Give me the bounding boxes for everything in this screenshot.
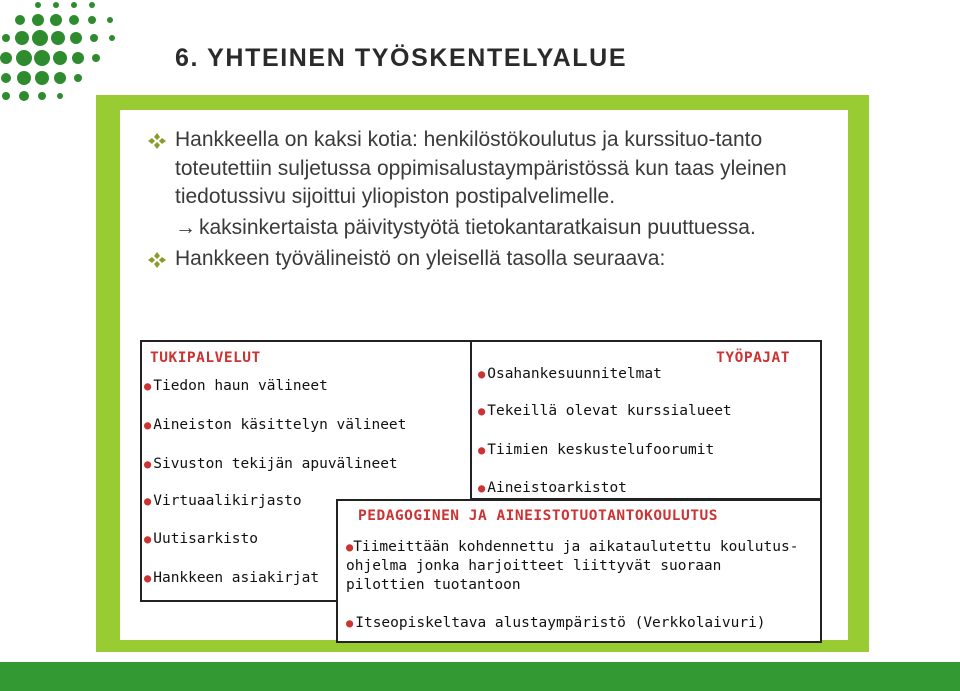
tyopajat-box — [472, 340, 822, 500]
list-item: ● Uutisarkisto — [144, 531, 258, 547]
list-item: ● Virtuaalikirjasto — [144, 493, 302, 509]
bullet-item — [175, 245, 825, 274]
list-item: ● Osahankesuunnitelmat — [478, 366, 662, 382]
tukipalvelut-header: TUKIPALVELUT — [150, 350, 261, 366]
pedagoginen-box — [336, 499, 822, 643]
list-item: ● Tekeillä olevat kurssialueet — [478, 403, 732, 419]
pedagoginen-header: PEDAGOGINEN JA AINEISTOTUOTANTOKOULUTUS — [358, 508, 718, 524]
list-item: ● Tiedon haun välineet — [144, 378, 328, 394]
bullet-text: kaksinkertaista päivitystyötä tietokantaratkaisun puuttuessa. — [199, 215, 756, 239]
list-item: ● Aineiston käsittelyn välineet — [144, 417, 407, 433]
bullet-item — [175, 214, 825, 243]
tyopajat-header: TYÖPAJAT — [716, 350, 790, 366]
list-item: ● Itseopiskeltava alustaympäristö (Verkkolaivuri) — [346, 615, 766, 631]
page-title: 6. YHTEINEN TYÖSKENTELYALUE — [175, 44, 628, 72]
bullet-text: Hankkeella on kaksi kotia: henkilöstökoulutus ja kurssituo-tanto toteutettiin suljetussa oppimisalustaympäristössä kun taas yleinen tiedotussivu sijoittui yliopiston postipalvelimelle. — [175, 128, 787, 208]
diamond-bullet-icon — [147, 132, 167, 150]
list-item: ● Hankkeen asiakirjat — [144, 570, 320, 586]
list-item: ● Tiimien keskustelufoorumit — [478, 442, 715, 458]
bullet-text: Hankkeen työvälineistö on yleisellä tasolla seuraava: — [175, 247, 666, 270]
footer-bar — [0, 662, 960, 691]
arrow-right-icon: → — [175, 215, 196, 239]
bullet-list — [175, 126, 825, 274]
dot-logo-icon — [0, 0, 150, 108]
diamond-bullet-icon — [147, 251, 167, 269]
list-item: ●Tiimeittään kohdennettu ja aikataulutettu koulutus-ohjelma jonka harjoitteet liittyvät suoraan pilottien tuotantoon — [346, 539, 799, 593]
list-item: ● Aineistoarkistot — [478, 480, 627, 496]
list-item: ● Sivuston tekijän apuvälineet — [144, 456, 398, 472]
bullet-item — [175, 126, 825, 212]
